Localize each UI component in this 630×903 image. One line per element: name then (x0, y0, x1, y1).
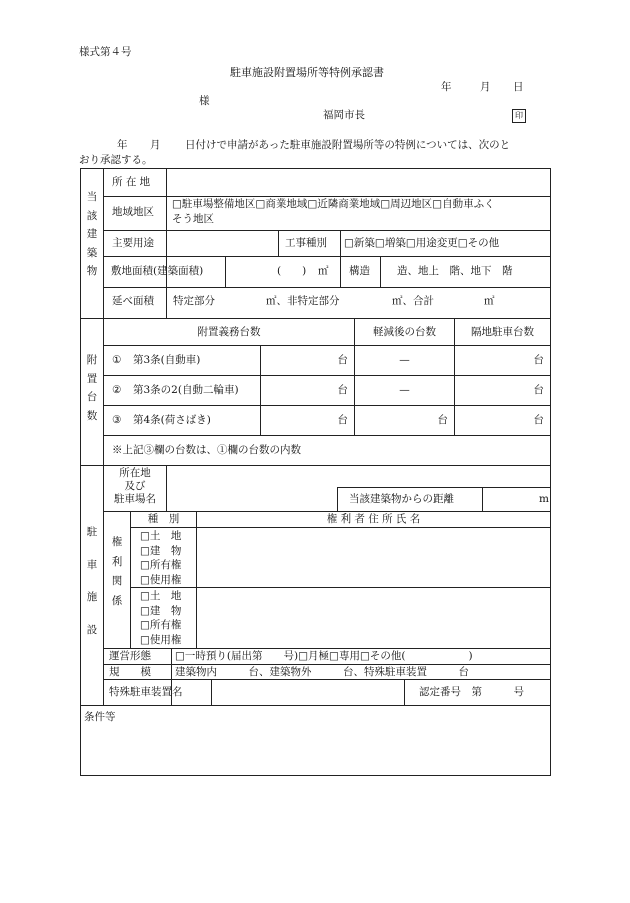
floor-area-label: 延べ面積 (112, 295, 154, 307)
type-header: 種 別 (147, 513, 180, 525)
row-2-unit[interactable]: 台 (337, 384, 348, 396)
form-number: 様式第４号 (79, 46, 132, 58)
right-type-building: □建 物 (140, 604, 182, 617)
intro-text-line2: おり承認する。 (79, 154, 153, 166)
conditions-value[interactable] (84, 726, 548, 772)
conditions-label: 条件等 (84, 711, 116, 723)
rights-group-2[interactable] (140, 589, 181, 647)
location-value[interactable] (168, 170, 548, 194)
issuer-name: 福岡市長 (323, 109, 365, 121)
row-2-label: 第3条の2(自動二輪車) (133, 384, 239, 396)
right-type-land: □土 地 (140, 590, 182, 602)
intro-year: 年 (117, 139, 128, 151)
site-area-unit: ㎡ (318, 265, 329, 277)
structure-label: 構造 (349, 265, 370, 277)
building-section-label: 当 該 建 築 物 (86, 191, 98, 277)
scale-value[interactable]: 建築物内 台、建築物外 台、特殊駐車装置 台 (175, 666, 469, 678)
addressee-suffix: 様 (199, 95, 210, 107)
operation-options[interactable]: □一時預り(届出第 号)□月極□専用□その他( ) (175, 650, 473, 662)
page-title: 駐車施設附置場所等特例承認書 (230, 66, 384, 79)
col-remote-header: 隔地駐車台数 (471, 326, 534, 338)
col-required-header: 附置義務台数 (197, 326, 261, 338)
main-use-value[interactable] (168, 232, 276, 254)
floor-unit-2: ㎡、合計 (392, 295, 434, 307)
structure-value[interactable]: 造、地上 階、地下 階 (397, 265, 513, 277)
district-options-line2: そう地区 (172, 213, 214, 225)
row-1-number: ① (112, 354, 122, 366)
row-1-label: 第3条(自動車) (133, 354, 201, 366)
location-label: 所 在 地 (112, 176, 151, 188)
intro-text-line1: 日付けで申請があった駐車施設附置場所等の特例については、次のと (185, 139, 511, 151)
floor-unit-3: ㎡ (484, 295, 495, 307)
intro-month: 月 (150, 139, 161, 151)
date-month: 月 (480, 81, 491, 93)
parking-location-label: 所在地 及び 駐車場名 (114, 467, 156, 505)
row-3-reduced-unit[interactable]: 台 (437, 414, 448, 426)
row-1-reduced: — (399, 354, 410, 366)
attached-section-label: 附 置 台 数 (86, 354, 98, 422)
operation-label: 運営形態 (109, 650, 151, 662)
rights-label: 権 利 関 係 (111, 536, 123, 607)
row-2-remote-unit[interactable]: 台 (533, 384, 544, 396)
rights-holder-1[interactable] (198, 529, 548, 585)
distance-unit[interactable]: m (539, 493, 549, 505)
parking-section-label: 駐 車 施 設 (86, 526, 98, 636)
special-device-label: 特殊駐車装置名 (109, 686, 183, 698)
right-type-ownership: □所有権 (140, 619, 182, 631)
special-device-value[interactable] (213, 681, 402, 703)
right-type-usage: □使用権 (140, 573, 182, 586)
work-type-label: 工事種別 (285, 237, 327, 249)
right-type-land: □土 地 (140, 530, 182, 542)
site-area-paren[interactable]: ( ) (277, 265, 307, 277)
row-1-unit[interactable]: 台 (337, 354, 348, 366)
row-3-number: ③ (112, 414, 122, 426)
district-options-line1[interactable]: □駐車場整備地区□商業地域□近隣商業地域□周辺地区□自動車ふく (172, 198, 495, 210)
rights-holder-2[interactable] (198, 589, 548, 645)
row-2-reduced: — (399, 384, 410, 396)
row-2-number: ② (112, 384, 122, 396)
rights-group-1[interactable] (140, 529, 181, 587)
date-day: 日 (513, 81, 524, 93)
scale-label: 規 模 (109, 666, 151, 678)
parking-location-value[interactable] (168, 467, 548, 485)
row-3-remote-unit[interactable]: 台 (533, 414, 544, 426)
distance-label: 当該建築物からの距離 (349, 493, 454, 505)
right-type-ownership: □所有権 (140, 559, 182, 571)
attached-note: ※上記③欄の台数は、①欄の台数の内数 (112, 444, 301, 456)
row-1-remote-unit[interactable]: 台 (533, 354, 544, 366)
floor-unit-1: ㎡、非特定部分 (266, 295, 340, 307)
main-use-label: 主要用途 (112, 237, 154, 249)
holder-header: 権 利 者 住 所 氏 名 (326, 513, 421, 525)
right-type-building: □建 物 (140, 544, 182, 557)
date-year: 年 (441, 81, 452, 93)
site-area-label: 敷地面積(建築面積) (111, 265, 204, 277)
certification-number[interactable]: 認定番号 第 号 (419, 686, 524, 698)
district-label: 地域地区 (112, 206, 154, 218)
seal-mark: 印 (512, 109, 526, 123)
row-3-unit[interactable]: 台 (337, 414, 348, 426)
floor-specific-label: 特定部分 (173, 295, 215, 307)
col-reduced-header: 軽減後の台数 (373, 326, 436, 338)
right-type-usage: □使用権 (140, 633, 182, 646)
row-3-label: 第4条(荷さばき) (133, 414, 211, 426)
work-type-options[interactable]: □新築□増築□用途変更□その他 (344, 237, 500, 249)
